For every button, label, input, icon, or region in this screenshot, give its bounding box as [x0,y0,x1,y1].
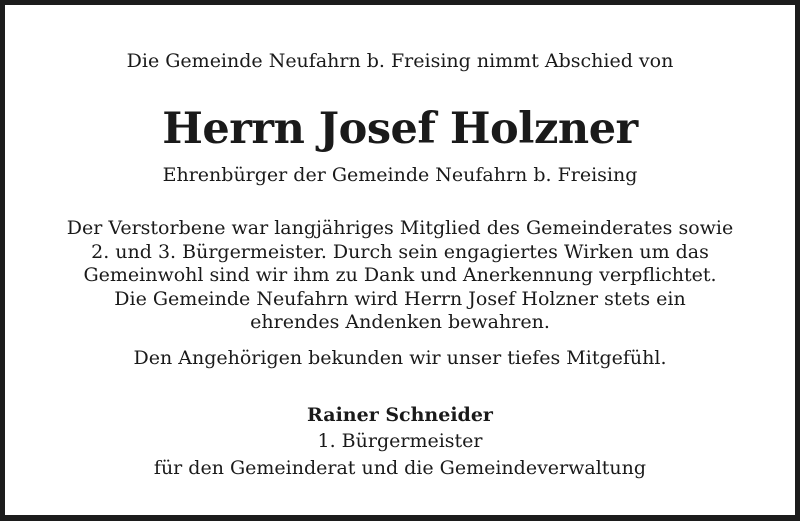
signer-name: Rainer Schneider [307,404,493,426]
tribute-line: 2. und 3. Bürgermeister. Durch sein engagiertes Wirken um das [91,240,709,263]
signer-title: 1. Bürgermeister [317,430,483,452]
tribute-paragraph [10,217,790,335]
condolence-text: Den Angehörigen bekunden wir unser tiefes Mitgefühl. [133,347,667,369]
signer-organization: für den Gemeinderat und die Gemeindeverwaltung [153,457,647,479]
tribute-line: ehrendes Andenken bewahren. [250,311,550,334]
tribute-line: Gemeinwohl sind wir ihm zu Dank und Anerkennung verpflichtet. [83,264,717,287]
tribute-line: Der Verstorbene war langjähriges Mitglied des Gemeinderates sowie [66,217,734,239]
intro-text: Die Gemeinde Neufahrn b. Freising nimmt Abschied von [126,50,674,72]
deceased-name: Herrn Josef Holzner [162,104,638,154]
tribute-line: Die Gemeinde Neufahrn wird Herrn Josef Holzner stets ein [114,287,686,310]
honor-title: Ehrenbürger der Gemeinde Neufahrn b. Freising [162,164,638,186]
